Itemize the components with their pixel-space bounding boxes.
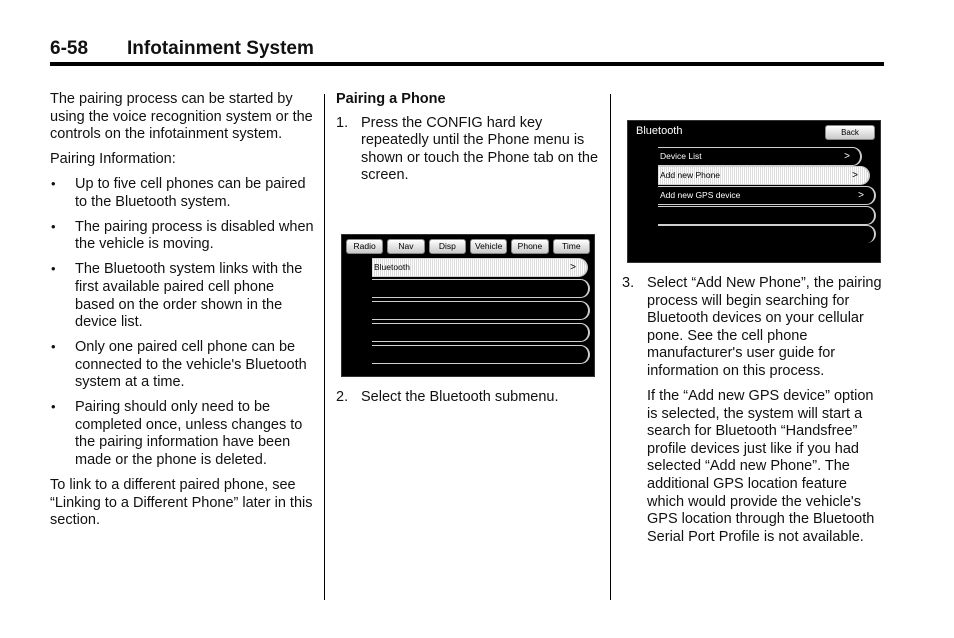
menu-item-empty: [372, 279, 590, 298]
menu-item-empty: [658, 206, 876, 225]
menu-item-add-new-phone[interactable]: Add new Phone >: [658, 166, 870, 185]
menu-item-device-list[interactable]: Device List >: [658, 147, 862, 166]
intro-paragraph: The pairing process can be started by using the voice recognition system or the controls on the infotainment system.: [50, 91, 313, 143]
bullet-icon: •: [51, 399, 56, 415]
page-header: [50, 38, 884, 62]
column-1: [50, 91, 314, 537]
bullet-icon: •: [51, 261, 56, 277]
chevron-right-icon: >: [852, 170, 858, 181]
header-rule: [50, 62, 884, 66]
menu-item-empty: [372, 301, 590, 320]
menu-item-add-gps-device[interactable]: Add new GPS device >: [658, 186, 876, 205]
column-2: [336, 91, 598, 192]
bullet-icon: •: [51, 339, 56, 355]
tab-nav[interactable]: Nav: [387, 239, 424, 254]
menu-item-empty: [372, 323, 590, 342]
step-3: 3. Select “Add New Phone”, the pairing process will begin searching for Bluetooth devices on your cellular pone. See the cell phone manufacturer's user guide for information on this process.: [622, 275, 882, 379]
bluetooth-menu-screenshot: [627, 120, 881, 263]
section-title: Infotainment System: [127, 38, 314, 59]
config-tab-bar: [346, 239, 590, 253]
list-item: • The Bluetooth system links with the first available paired cell phone based on the order shown in the device list.: [51, 261, 303, 331]
tab-time[interactable]: Time: [553, 239, 590, 254]
tab-phone[interactable]: Phone: [511, 239, 548, 254]
menu-item-empty: [658, 225, 876, 243]
step-1: 1. Press the CONFIG hard key repeatedly until the Phone menu is shown or touch the Phone tab on the screen.: [336, 114, 599, 184]
screen-title: Bluetooth: [636, 125, 683, 137]
menu-item-empty: [372, 345, 590, 364]
gps-paragraph: If the “Add new GPS device” option is selected, the system will start a search for Bluetooth “Handsfree” profile devices just like if you had selected “Add new Phone”. The additional GPS location feature which would provide the vehicle's GPS location through the Bluetooth Serial Port Profile is not available.: [647, 387, 875, 545]
pairing-info-label: Pairing Information:: [50, 151, 176, 168]
list-item: • Pairing should only need to be completed once, unless changes to the pairing information have been made or the phone is deleted.: [51, 399, 303, 469]
page-number: 6-58: [50, 38, 89, 59]
phone-menu-screenshot: [341, 234, 595, 377]
bullet-icon: •: [51, 218, 56, 234]
pairing-heading: Pairing a Phone: [336, 91, 446, 107]
back-button[interactable]: Back: [825, 125, 875, 140]
link-paragraph: To link to a different paired phone, see “Linking to a Different Phone” later in this section.: [50, 477, 313, 529]
column-3: [622, 275, 886, 554]
column-divider-2: [610, 94, 611, 600]
menu-item-bluetooth[interactable]: Bluetooth >: [372, 258, 588, 277]
list-item: • Only one paired cell phone can be connected to the vehicle's Bluetooth system at a time.: [51, 339, 307, 391]
tab-disp[interactable]: Disp: [429, 239, 466, 254]
tab-vehicle[interactable]: Vehicle: [470, 239, 507, 254]
bullet-icon: •: [51, 176, 56, 192]
column-divider-1: [324, 94, 325, 600]
list-item: • Up to five cell phones can be paired to the Bluetooth system.: [51, 176, 306, 210]
chevron-right-icon: >: [844, 151, 850, 162]
step-2: 2. Select the Bluetooth submenu.: [336, 389, 559, 405]
pairing-info-list: [50, 176, 314, 469]
steps-list: [336, 115, 598, 185]
column-2-continued: [336, 389, 598, 414]
chevron-right-icon: >: [570, 262, 576, 273]
tab-radio[interactable]: Radio: [346, 239, 383, 254]
chevron-right-icon: >: [858, 190, 864, 201]
list-item: • The pairing process is disabled when the vehicle is moving.: [51, 218, 314, 253]
